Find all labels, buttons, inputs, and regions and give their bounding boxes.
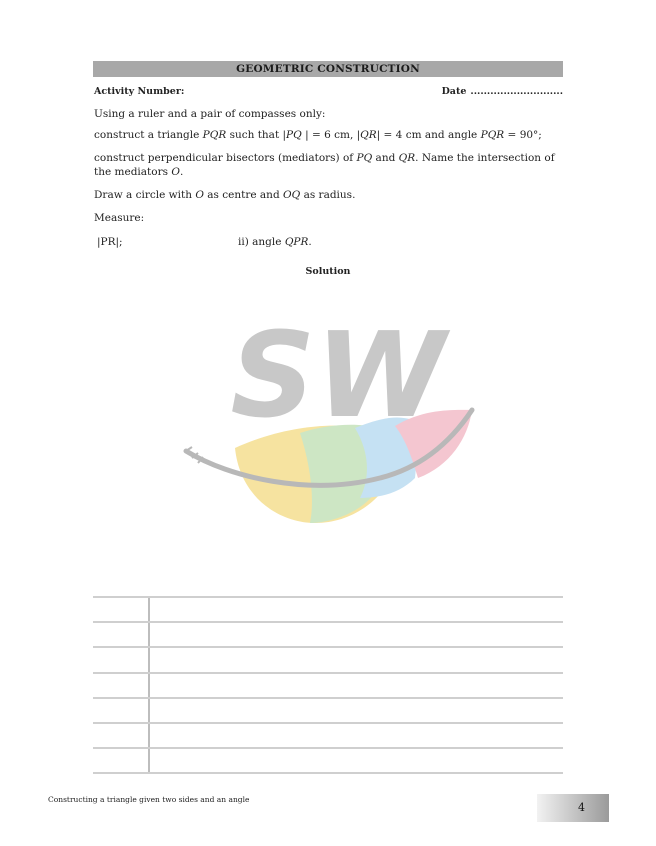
step1-text-3: | = 6 cm, | xyxy=(301,129,361,141)
step2-text-4: . xyxy=(179,166,184,178)
step1-text-2: such that | xyxy=(226,129,287,141)
date-dots: ............................ xyxy=(470,86,563,97)
solution-heading: Solution xyxy=(305,266,351,277)
measure-item-pr: |PR|; xyxy=(97,236,123,248)
step3-math-1: O xyxy=(195,189,204,201)
answer-lines xyxy=(93,596,563,774)
step1-text-5: = 90°; xyxy=(504,129,542,141)
logo-letters: SW xyxy=(230,318,446,444)
step1-math-2: PQ xyxy=(286,129,302,141)
step3-math-2: OQ xyxy=(283,189,301,201)
date-label: Date xyxy=(441,86,467,97)
step3-text-2: as centre and xyxy=(203,189,284,201)
step2-text-1: construct perpendicular bisectors (mediators) of xyxy=(94,152,357,164)
step1-math-1: PQR xyxy=(202,129,227,141)
instruction-step-3 xyxy=(94,188,564,202)
step3-text-1: Draw a circle with xyxy=(94,189,196,201)
measure-angle-math: QPR xyxy=(284,236,309,248)
watermark-logo xyxy=(180,318,480,533)
step2-math-2: QR xyxy=(398,152,416,164)
page-title: GEOMETRIC CONSTRUCTION xyxy=(93,61,563,77)
step2-math-3: O xyxy=(171,166,180,178)
step2-math-1: PQ xyxy=(356,152,373,164)
answer-line xyxy=(93,747,563,749)
date-field xyxy=(442,86,563,97)
answer-line xyxy=(93,772,563,774)
step1-text-4: | = 4 cm and angle xyxy=(376,129,481,141)
measure-angle-prefix: ii) angle xyxy=(238,236,285,248)
footer-caption: Constructing a triangle given two sides and an angle xyxy=(48,795,250,804)
step1-math-3: QR xyxy=(360,129,377,141)
step1-text-1: construct a triangle xyxy=(94,129,203,141)
activity-meta-row xyxy=(94,86,563,97)
answer-line xyxy=(93,672,563,674)
answer-line xyxy=(93,722,563,724)
measure-angle-suffix: . xyxy=(308,236,312,248)
activity-number-label: Activity Number: xyxy=(94,86,185,97)
step1-math-4: PQR xyxy=(480,129,505,141)
measure-heading: Measure: xyxy=(94,212,145,224)
step3-text-3: as radius. xyxy=(300,189,356,201)
answer-line xyxy=(93,646,563,648)
answer-line xyxy=(93,596,563,598)
answer-line xyxy=(93,697,563,699)
measure-item-angle xyxy=(238,236,312,248)
step2-text-3: . Name the intersection of the mediators xyxy=(94,152,555,178)
page-number: 4 xyxy=(537,794,609,822)
step2-text-2: and xyxy=(372,152,399,164)
instruction-step-1 xyxy=(94,128,564,142)
answer-line xyxy=(93,621,563,623)
instruction-step-2 xyxy=(94,151,564,179)
instruction-intro: Using a ruler and a pair of compasses only: xyxy=(94,108,326,120)
